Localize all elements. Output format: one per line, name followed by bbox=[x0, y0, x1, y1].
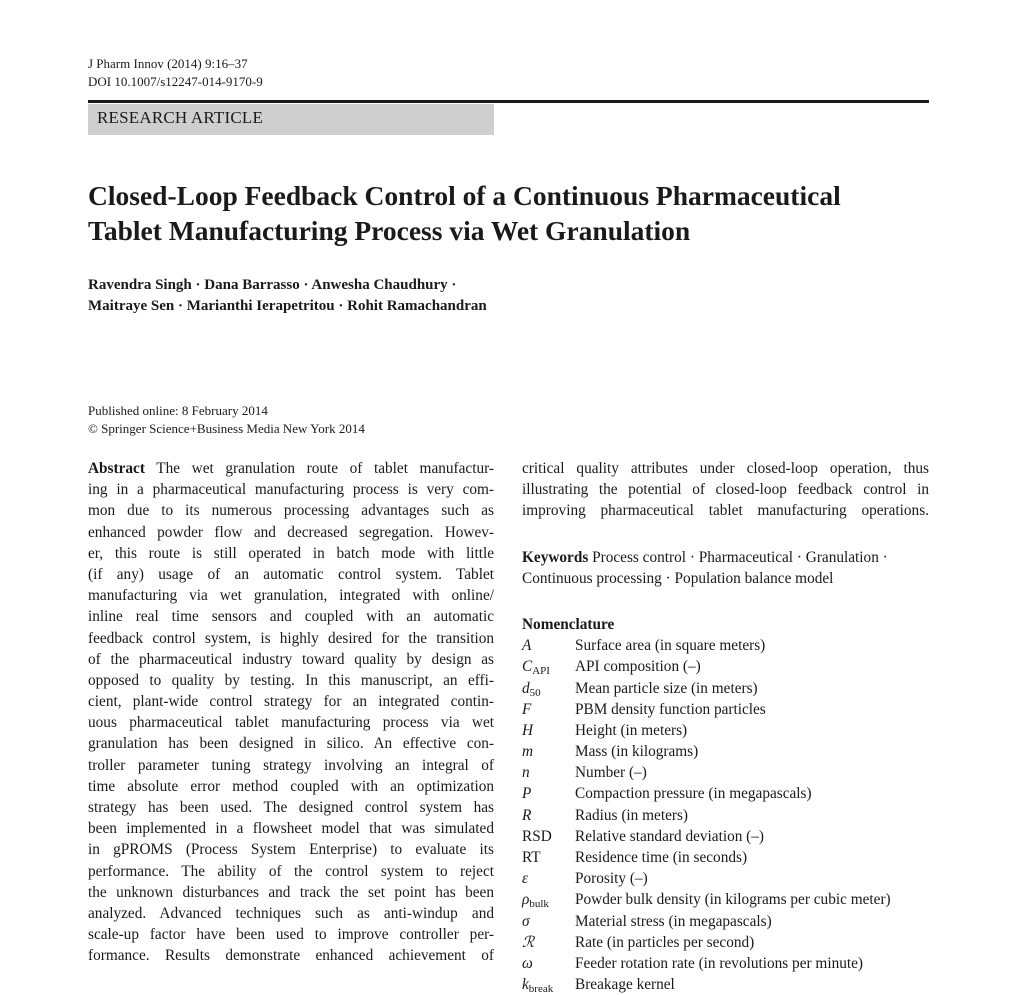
abstract-line: mon due to its numerous processing advantages such as bbox=[88, 502, 494, 520]
nomenclature-description: PBM density function particles bbox=[575, 700, 766, 718]
title-line: Closed-Loop Feedback Control of a Continuous Pharmaceutical bbox=[88, 180, 841, 211]
nomenclature-heading: Nomenclature bbox=[522, 615, 615, 633]
keywords-label: Keywords bbox=[522, 548, 589, 566]
nomenclature-entry bbox=[522, 656, 929, 677]
abstract-line: performance. The ability of the control system to reject bbox=[88, 862, 494, 880]
copyright-notice: © Springer Science+Business Media New York 2014 bbox=[88, 421, 365, 436]
nomenclature-symbol: ε bbox=[522, 870, 529, 888]
nomenclature-description: Surface area (in square meters) bbox=[575, 637, 766, 655]
nomenclature-symbol: $C_{API}$ bbox=[522, 658, 550, 678]
abstract-line: manufacturing via wet granulation, integrated with online/ bbox=[88, 587, 494, 605]
article-title bbox=[88, 178, 948, 248]
abstract-line: strategy has been used. The designed control system has bbox=[88, 799, 494, 816]
article-type-banner bbox=[88, 104, 494, 135]
nomenclature-description: Breakage kernel bbox=[575, 976, 675, 994]
nomenclature-entry bbox=[522, 953, 929, 974]
abstract-line: time absolute error method coupled with an optimization bbox=[88, 777, 494, 795]
keywords-line: Continuous processing · Population balance model bbox=[522, 569, 834, 587]
abstract-line: (if any) usage of an automatic control system. Tablet bbox=[88, 565, 494, 583]
nomenclature-entry bbox=[522, 762, 929, 783]
right-column bbox=[522, 458, 929, 995]
journal-citation: J Pharm Innov (2014) 9:16–37 bbox=[88, 56, 248, 71]
nomenclature-entry bbox=[522, 974, 929, 995]
nomenclature-entry bbox=[522, 720, 929, 741]
abstract-line: Abstract The wet granulation route of tablet manufactur- bbox=[88, 460, 494, 477]
nomenclature-symbol: $\rho_{bulk}$ bbox=[522, 891, 549, 911]
nomenclature-subscript: break bbox=[528, 983, 554, 995]
nomenclature-description: Radius (in meters) bbox=[575, 806, 689, 824]
nomenclature-description: Feeder rotation rate (in revolutions per minute) bbox=[575, 954, 863, 972]
abstract-line: uous pharmaceutical tablet manufacturing process via wet bbox=[88, 714, 494, 732]
nomenclature-symbol: H bbox=[522, 721, 534, 739]
article-type-label: RESEARCH ARTICLE bbox=[97, 108, 264, 127]
abstract-line: of the pharmaceutical industry toward quality by design as bbox=[88, 650, 494, 668]
nomenclature-description: Number (–) bbox=[575, 764, 647, 782]
nomenclature-entry bbox=[522, 678, 929, 699]
nomenclature-description: Mass (in kilograms) bbox=[575, 743, 699, 761]
nomenclature-entry bbox=[522, 826, 929, 847]
nomenclature-description: Residence time (in seconds) bbox=[575, 849, 748, 867]
abstract-line: inline real time sensors and coupled with an automatic bbox=[88, 608, 494, 626]
nomenclature-list bbox=[522, 635, 929, 995]
nomenclature-entry bbox=[522, 741, 929, 762]
abstract-line: illustrating the potential of closed-loop feedback control in bbox=[522, 481, 929, 499]
abstract-line: in gPROMS (Process System Enterprise) to evaluate its bbox=[88, 841, 494, 859]
author-line: Ravendra Singh · Dana Barrasso · Anwesha Chaudhury · bbox=[88, 277, 457, 293]
keywords bbox=[522, 547, 929, 589]
keywords-line: Keywords Process control · Pharmaceutical · Granulation · bbox=[522, 548, 888, 566]
nomenclature bbox=[522, 614, 929, 995]
abstract-line: formance. Results demonstrate enhanced achievement of bbox=[88, 947, 494, 965]
nomenclature-description: Powder bulk density (in kilograms per cubic meter) bbox=[575, 891, 891, 909]
nomenclature-symbol: P bbox=[522, 785, 532, 803]
nomenclature-description: Height (in meters) bbox=[575, 721, 688, 739]
nomenclature-description: Relative standard deviation (–) bbox=[575, 827, 765, 845]
abstract-line: enhanced powder flow and decreased segregation. Howev- bbox=[88, 523, 494, 541]
nomenclature-symbol: F bbox=[522, 700, 532, 718]
nomenclature-description: API composition (–) bbox=[575, 658, 701, 676]
abstract-line: been implemented in a flowsheet model that was simulated bbox=[88, 820, 494, 838]
nomenclature-symbol: R bbox=[522, 806, 532, 824]
nomenclature-entry bbox=[522, 635, 929, 656]
nomenclature-symbol: $k_{break}$ bbox=[522, 976, 554, 995]
nomenclature-description: Mean particle size (in meters) bbox=[575, 679, 758, 697]
nomenclature-description: Porosity (–) bbox=[575, 870, 648, 888]
abstract-line: troller parameter tuning strategy involving an integral of bbox=[88, 756, 494, 774]
published-date: Published online: 8 February 2014 bbox=[88, 403, 268, 418]
abstract-line: critical quality attributes under closed-loop operation, thus bbox=[522, 460, 929, 477]
nomenclature-subscript: bulk bbox=[529, 898, 549, 911]
nomenclature-symbol: n bbox=[522, 764, 530, 782]
nomenclature-symbol: m bbox=[522, 743, 534, 761]
title-line: Tablet Manufacturing Process via Wet Granulation bbox=[88, 215, 691, 246]
nomenclature-entry bbox=[522, 932, 929, 953]
abstract-label: Abstract bbox=[88, 460, 145, 477]
nomenclature-entry bbox=[522, 699, 929, 720]
header-rule bbox=[88, 100, 929, 103]
nomenclature-symbol: σ bbox=[522, 912, 530, 930]
author-line: Maitraye Sen · Marianthi Ierapetritou · Rohit Ramachandran bbox=[88, 298, 487, 314]
abstract-line: er, this route is still operated in batch mode with little bbox=[88, 544, 494, 562]
nomenclature-description: Rate (in particles per second) bbox=[575, 933, 755, 951]
abstract-line: opposed to quality by testing. In this manuscript, an effi- bbox=[88, 671, 494, 689]
abstract-line: granulation has been designed in silico. An effective con- bbox=[88, 735, 494, 753]
abstract-continued bbox=[522, 458, 929, 522]
abstract bbox=[88, 458, 494, 967]
abstract-line: ing in a pharmaceutical manufacturing process is very com- bbox=[88, 481, 494, 499]
doi[interactable]: DOI 10.1007/s12247-014-9170-9 bbox=[88, 74, 263, 89]
nomenclature-symbol: A bbox=[522, 637, 532, 655]
abstract-line: the unknown disturbances and track the set point has been bbox=[88, 883, 494, 901]
nomenclature-symbol: RT bbox=[522, 849, 541, 867]
nomenclature-entry bbox=[522, 889, 929, 910]
nomenclature-symbol: RSD bbox=[522, 827, 552, 845]
nomenclature-entry bbox=[522, 911, 929, 932]
publication-info bbox=[88, 402, 365, 438]
abstract-line: feedback control system, is highly desired for the transition bbox=[88, 629, 494, 647]
nomenclature-symbol: ℛ bbox=[522, 933, 535, 951]
nomenclature-entry bbox=[522, 783, 929, 804]
abstract-line: improving pharmaceutical tablet manufacturing operations. bbox=[522, 502, 929, 520]
nomenclature-symbol: ω bbox=[522, 954, 533, 972]
nomenclature-entry bbox=[522, 847, 929, 868]
abstract-line: cient, plant-wide control strategy for an integrated contin- bbox=[88, 693, 494, 711]
nomenclature-symbol: $d_{50}$ bbox=[522, 679, 541, 699]
nomenclature-entry bbox=[522, 868, 929, 889]
author-list bbox=[88, 275, 788, 317]
nomenclature-entry bbox=[522, 805, 929, 826]
nomenclature-subscript: API bbox=[532, 665, 550, 678]
abstract-line: analyzed. Advanced techniques such as anti-windup and bbox=[88, 904, 494, 922]
abstract-line: scale-up factor have been used to improve controller per- bbox=[88, 926, 494, 944]
nomenclature-description: Material stress (in megapascals) bbox=[575, 912, 772, 930]
nomenclature-description: Compaction pressure (in megapascals) bbox=[575, 785, 812, 803]
nomenclature-subscript: 50 bbox=[529, 686, 541, 699]
